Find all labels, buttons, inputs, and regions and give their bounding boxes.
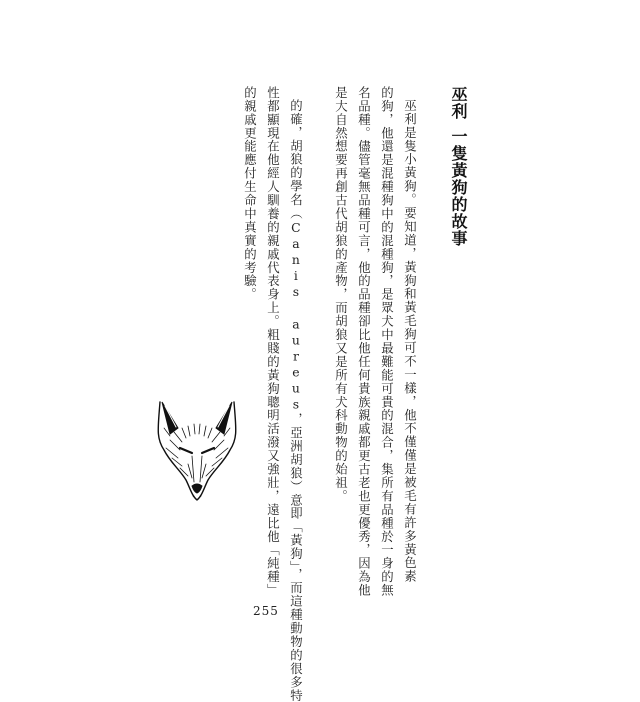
text-column: 名品種。儘管毫無品種可言，他的品種卻比他任何貴族親戚都更古老也更優秀，因為他	[356, 86, 372, 598]
text-column: 是大自然想要再創古代胡狼的產物，而胡狼又是所有犬科動物的始祖。	[333, 86, 349, 503]
text-column: 巫利是隻小黃狗。要知道，黃狗和黃毛狗可不一樣，他不僅僅是被毛有許多黃色素	[402, 99, 418, 584]
text-column: 性都顯現在他經人馴養的親戚代表身上。粗賤的黃狗聰明活潑又強壯，遠比他「純種」	[265, 86, 281, 598]
page-number: 255	[253, 604, 279, 618]
chapter-title	[447, 86, 470, 247]
chapter-title-name: 巫利	[449, 86, 468, 120]
fox-head-illustration	[152, 398, 242, 502]
text-column: 的狗，他還是混種狗中的混種狗，是眾犬中最難能可貴的混合，集所有品種於一身的無	[379, 86, 395, 598]
text-column: 的確，胡狼的學名（Canis aureus，亞洲胡狼）意即「黃狗」，而這種動物的很多特	[288, 99, 304, 702]
text-column: 的親戚更能應付生命中真實的考驗。	[242, 86, 258, 302]
chapter-title-subtitle: 一隻黃狗的故事	[449, 128, 468, 247]
